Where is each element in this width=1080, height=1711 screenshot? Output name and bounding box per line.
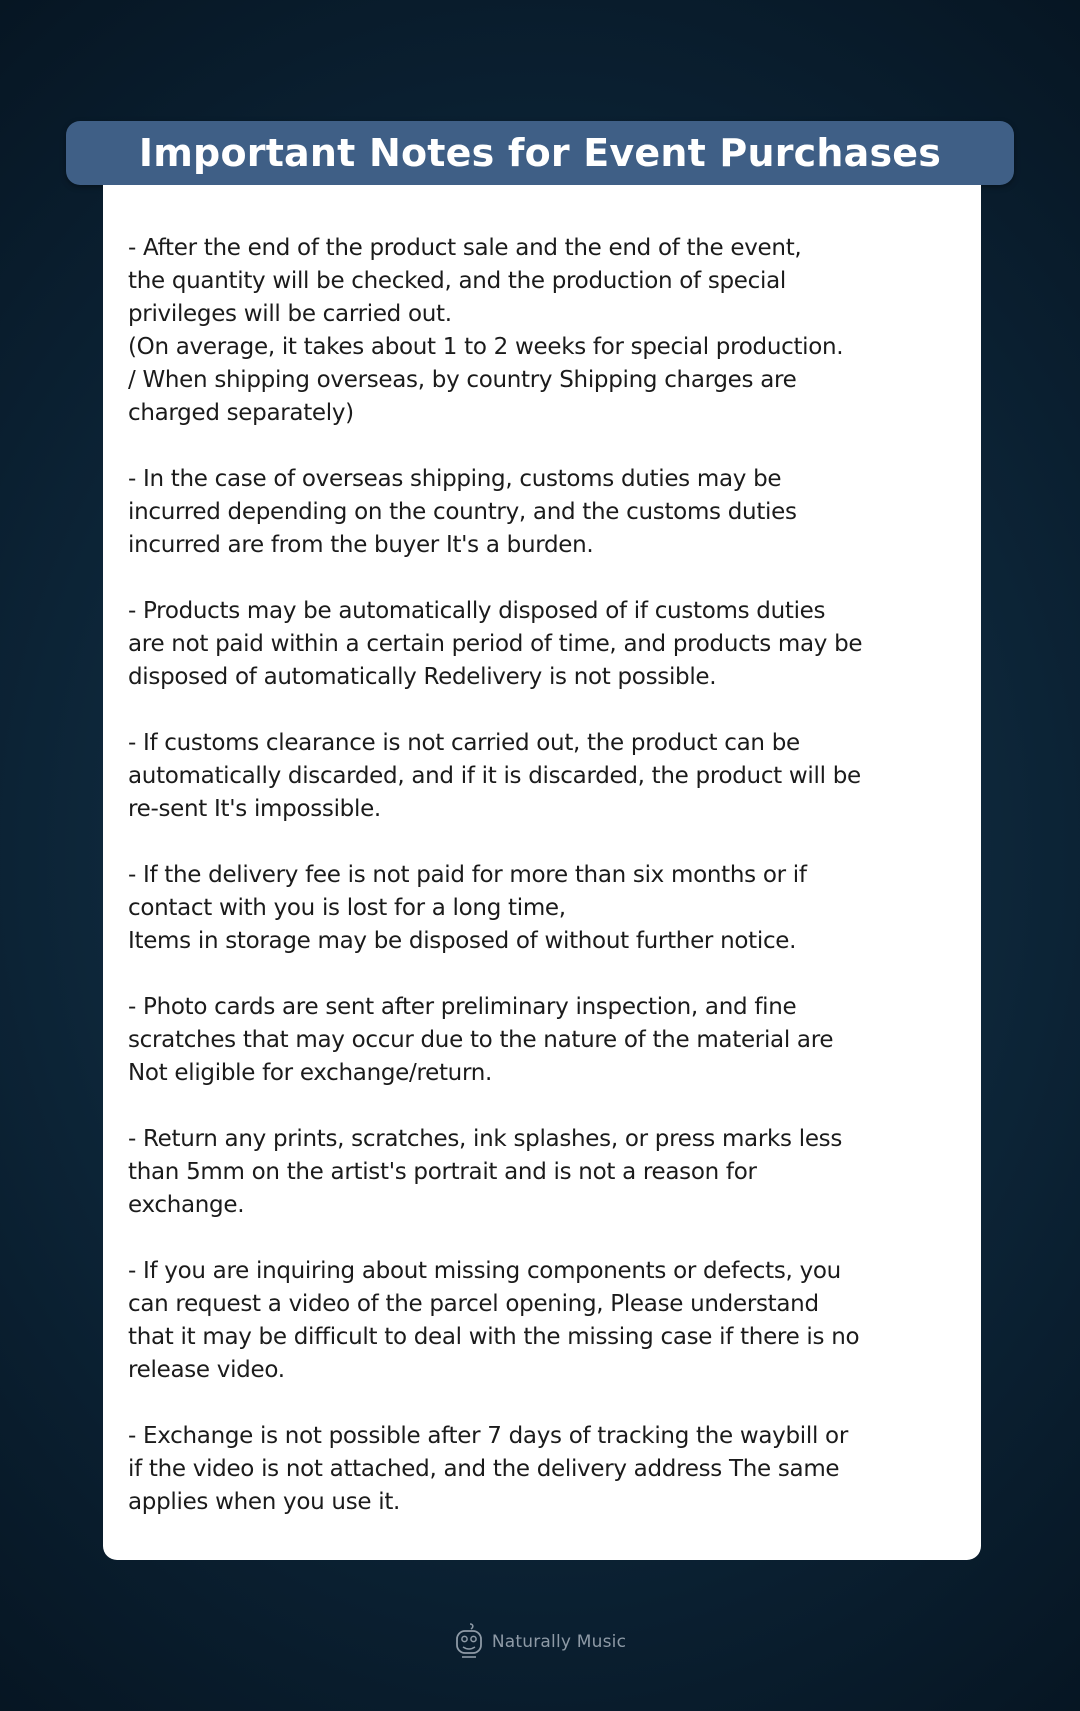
- note-line: release video.: [128, 1357, 285, 1383]
- note-paragraph-9: [128, 1420, 971, 1519]
- note-paragraph-5: [128, 859, 971, 958]
- note-line: incurred depending on the country, and the customs duties: [128, 499, 797, 525]
- note-line: contact with you is lost for a long time,: [128, 895, 566, 921]
- note-line: that it may be difficult to deal with the missing case if there is no: [128, 1324, 860, 1350]
- note-line: scratches that may occur due to the nature of the material are: [128, 1027, 834, 1053]
- note-line: re-sent It's impossible.: [128, 796, 381, 822]
- logo-text: Naturally Music: [491, 1632, 627, 1652]
- note-line: - If you are inquiring about missing components or defects, you: [128, 1258, 841, 1284]
- note-line: - If the delivery fee is not paid for more than six months or if: [128, 862, 807, 888]
- note-line: can request a video of the parcel opening, Please understand: [128, 1291, 819, 1317]
- notes-card: [103, 185, 981, 1560]
- note-line: disposed of automatically Redelivery is not possible.: [128, 664, 717, 690]
- note-line: the quantity will be checked, and the production of special: [128, 268, 786, 294]
- note-line: privileges will be carried out.: [128, 301, 452, 327]
- footer-logo: [0, 1614, 1080, 1670]
- header-banner: [66, 121, 1014, 185]
- note-paragraph-6: [128, 991, 971, 1090]
- note-line: - If customs clearance is not carried out, the product can be: [128, 730, 800, 756]
- note-line: Items in storage may be disposed of without further notice.: [128, 928, 797, 954]
- note-line: - Exchange is not possible after 7 days of tracking the waybill or: [128, 1423, 848, 1449]
- note-line: - Return any prints, scratches, ink splashes, or press marks less: [128, 1126, 843, 1152]
- note-line: Not eligible for exchange/return.: [128, 1060, 492, 1086]
- note-line: are not paid within a certain period of time, and products may be: [128, 631, 863, 657]
- note-line: charged separately): [128, 400, 354, 426]
- note-line: - In the case of overseas shipping, customs duties may be: [128, 466, 782, 492]
- note-paragraph-3: [128, 595, 971, 694]
- note-paragraph-8: [128, 1255, 971, 1387]
- note-line: (On average, it takes about 1 to 2 weeks for special production.: [128, 334, 844, 360]
- note-paragraph-1: [128, 232, 971, 430]
- note-line: / When shipping overseas, by country Shipping charges are: [128, 367, 797, 393]
- page-title: Important Notes for Event Purchases: [138, 131, 942, 175]
- naturally-music-logo-icon: [454, 1622, 484, 1662]
- note-paragraph-7: [128, 1123, 971, 1222]
- note-paragraph-2: [128, 463, 971, 562]
- note-line: if the video is not attached, and the delivery address The same: [128, 1456, 840, 1482]
- note-line: applies when you use it.: [128, 1489, 401, 1515]
- note-line: than 5mm on the artist's portrait and is not a reason for: [128, 1159, 757, 1185]
- note-line: - After the end of the product sale and the end of the event,: [128, 235, 802, 261]
- note-paragraph-4: [128, 727, 971, 826]
- note-line: - Photo cards are sent after preliminary inspection, and fine: [128, 994, 797, 1020]
- note-line: - Products may be automatically disposed of if customs duties: [128, 598, 826, 624]
- note-line: exchange.: [128, 1192, 245, 1218]
- note-line: automatically discarded, and if it is discarded, the product will be: [128, 763, 861, 789]
- note-line: incurred are from the buyer It's a burden.: [128, 532, 594, 558]
